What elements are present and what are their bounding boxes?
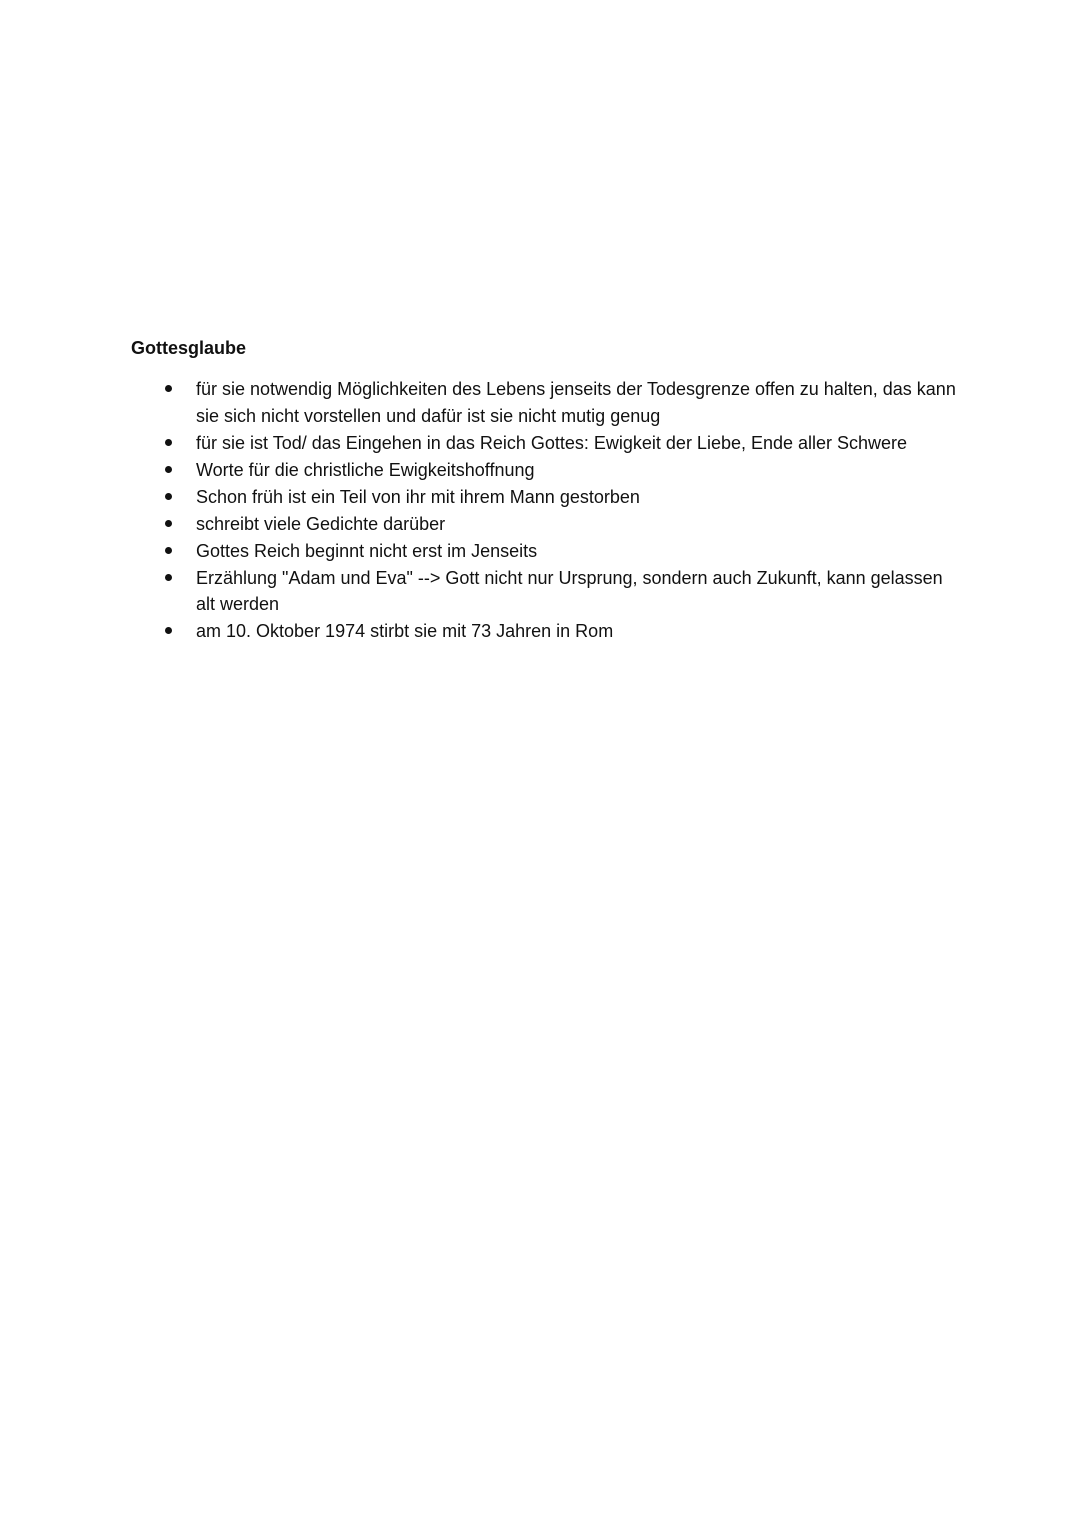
bullet-icon (165, 574, 172, 581)
bullet-icon (165, 439, 172, 446)
list-item-text: Schon früh ist ein Teil von ihr mit ihrem Mann gestorben (196, 486, 640, 507)
bullet-icon (165, 547, 172, 554)
list-item-text: Worte für die christliche Ewigkeitshoffnung (196, 459, 535, 480)
list-item (163, 618, 963, 645)
bullet-icon (165, 627, 172, 634)
bullet-icon (165, 520, 172, 527)
bullet-icon (165, 466, 172, 473)
list-item-text: schreibt viele Gedichte darüber (196, 513, 446, 534)
list-item (163, 430, 963, 457)
list-item (163, 565, 963, 618)
section-heading: Gottesglaube (131, 338, 247, 358)
list-item (163, 457, 963, 484)
list-item (163, 511, 963, 538)
list-item-text: für sie ist Tod/ das Eingehen in das Reich Gottes: Ewigkeit der Liebe, Ende aller Schwere (196, 432, 908, 453)
list-item-text: am 10. Oktober 1974 stirbt sie mit 73 Jahren in Rom (196, 621, 614, 641)
bullet-icon (165, 385, 172, 392)
list-item (163, 376, 963, 429)
list-item-text: für sie notwendig Möglichkeiten des Lebens jenseits der Todesgrenze offen zu halten, das kann sie sich nicht vorstellen und dafür ist sie nicht mutig genug (196, 379, 956, 426)
list-item (163, 538, 963, 565)
bullet-icon (165, 493, 172, 500)
list-item-text: Gottes Reich beginnt nicht erst im Jenseits (196, 540, 538, 561)
list-item-text: Erzählung "Adam und Eva" --> Gott nicht nur Ursprung, sondern auch Zukunft, kann gelassen alt werden (196, 567, 943, 614)
bullet-list (163, 376, 963, 645)
list-item (163, 484, 963, 511)
